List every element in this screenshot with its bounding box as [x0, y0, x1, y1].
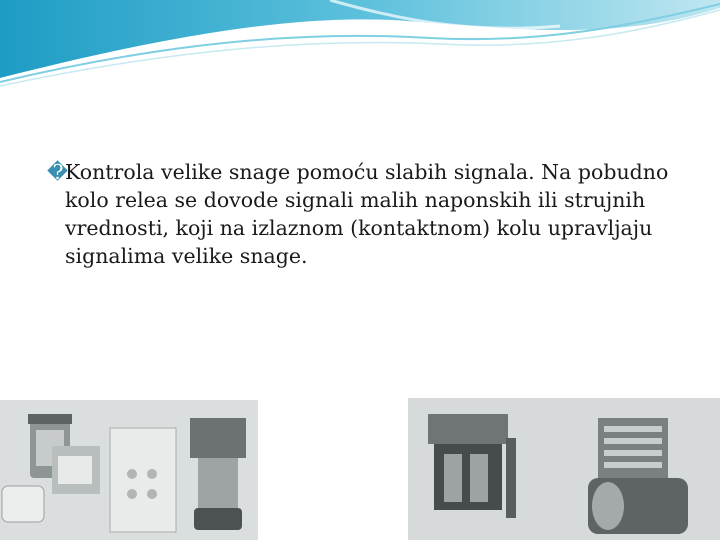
- header-wave-decoration: [0, 0, 720, 90]
- relay-photo-right: [408, 398, 720, 540]
- slide-body: [47, 158, 687, 270]
- relay-photo-left: [0, 400, 258, 540]
- bullet-paragraph: [47, 158, 687, 270]
- paragraph-text: Kontrola velike snage pomoću slabih signala. Na pobudno kolo relea se dovode signali malih naponskih ili strujnih vrednosti, koji na izlaznom (kontaktnom) kolu upravljaju signalima velike snage.: [65, 160, 669, 268]
- bullet-icon: �: [47, 160, 69, 184]
